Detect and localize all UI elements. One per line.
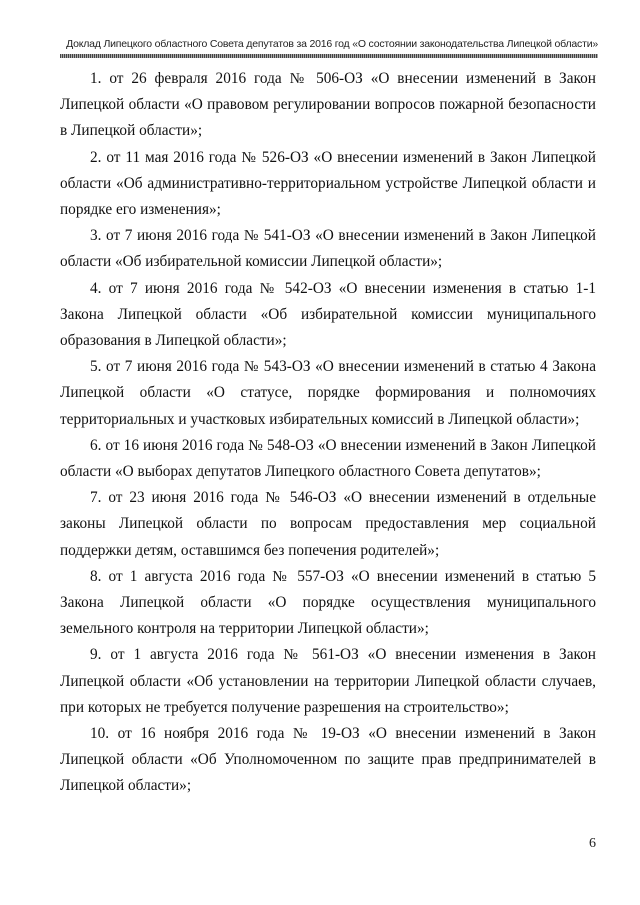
list-item-1: 1. от 26 февраля 2016 года № 506-ОЗ «О внесении изменений в Закон Липецкой области «О правовом регулировании вопросов пожарной безопасности в Липецкой области»; (60, 70, 596, 140)
list-item-8: 8. от 1 августа 2016 года № 557-ОЗ «О внесении изменений в статью 5 Закона Липецкой области «О порядке осуществления муниципального земельного контроля на территории Липецкой области»; (60, 567, 596, 638)
page-number: 6 (589, 836, 596, 851)
list-item-4: 4. от 7 июня 2016 года № 542-ОЗ «О внесении изменения в статью 1-1 Закона Липецкой области «Об избирательной комиссии муниципального образования в Липецкой области»; (60, 279, 596, 350)
list-item-5: 5. от 7 июня 2016 года № 543-ОЗ «О внесении изменений в статью 4 Закона Липецкой области «О статусе, порядке формирования и полномочиях территориальных и участковых избирательных комиссий в Липецкой области»; (60, 358, 596, 428)
list-item-2: 2. от 11 мая 2016 года № 526-ОЗ «О внесении изменений в Закон Липецкой области «Об административно-территориальном устройстве Липецкой области и порядке его изменения»; (60, 148, 596, 219)
document-body (60, 66, 596, 800)
list-item-10: 10. от 16 ноября 2016 года № 19-ОЗ «О внесении изменений в Закон Липецкой области «Об Уполномоченном по защите прав предпринимателей в Липецкой области»; (60, 725, 596, 795)
header-rule (60, 54, 598, 58)
list-item-7: 7. от 23 июня 2016 года № 546-ОЗ «О внесении изменений в отдельные законы Липецкой области по вопросам предоставления мер социальной поддержки детям, оставшимся без попечения родителей»; (60, 489, 596, 559)
list-item-3: 3. от 7 июня 2016 года № 541-ОЗ «О внесении изменений в Закон Липецкой области «Об избирательной комиссии Липецкой области»; (60, 227, 596, 271)
list-item-6: 6. от 16 июня 2016 года № 548-ОЗ «О внесении изменений в Закон Липецкой области «О выборах депутатов Липецкого областного Совета депутатов»; (60, 436, 596, 481)
list-item-9: 9. от 1 августа 2016 года № 561-ОЗ «О внесении изменения в Закон Липецкой области «Об установлении на территории Липецкой области случаев, при которых не требуется получение разрешения на строительство»; (60, 646, 596, 716)
running-header: Доклад Липецкого областного Совета депутатов за 2016 год «О состоянии законодательства Липецкой области» (66, 38, 598, 50)
